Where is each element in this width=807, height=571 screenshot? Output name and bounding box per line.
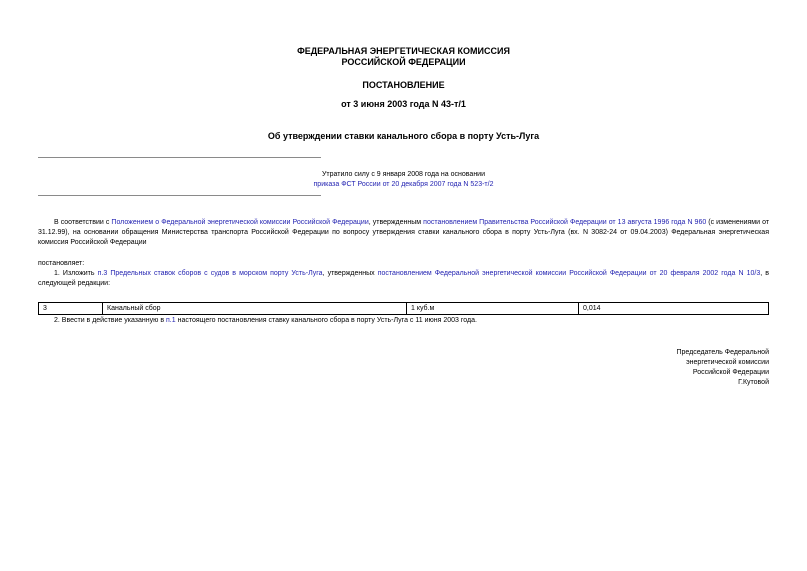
preamble-paragraph	[38, 218, 769, 248]
table-row	[39, 303, 769, 315]
fek-decree-link[interactable]: постановлением Федеральной энергетической комиссии Российской Федерации от 20 февраля 2002 года N 10/3	[377, 270, 761, 277]
status-link-line	[0, 180, 807, 190]
issuer-name-line1: ФЕДЕРАЛЬНАЯ ЭНЕРГЕТИЧЕСКАЯ КОМИССИЯ	[297, 46, 510, 56]
signature-line-3: Российской Федерации	[692, 369, 769, 376]
status-text: Утратило силу с 9 января 2008 года на основании	[321, 171, 486, 178]
preamble-text-2: , утвержденным	[368, 219, 424, 226]
signer-name: Г.Кутовой	[738, 379, 769, 386]
item-1-text-1: 1. Изложить	[54, 270, 98, 277]
signature-line-1: Председатель Федеральной	[676, 349, 769, 356]
item-2-paragraph	[38, 316, 769, 326]
rates-table	[38, 302, 769, 315]
table-cell-rate: 0,014	[579, 303, 769, 315]
document-date-number: от 3 июня 2003 года N 43-т/1	[341, 99, 466, 109]
item-2-text-1: 2. Ввести в действие указанную в	[54, 317, 166, 324]
resolves-text: постановляет:	[38, 260, 85, 267]
item-1-paragraph	[38, 269, 769, 289]
divider-top	[38, 157, 321, 158]
table-cell-fee-name: Канальный сбор	[103, 303, 407, 315]
item-1-reference-link[interactable]: п.1	[166, 317, 176, 324]
divider-bottom	[38, 195, 321, 196]
item-1-text-2: , утвержденных	[322, 270, 378, 277]
table-cell-unit: 1 куб.м	[407, 303, 579, 315]
signature-line-2: энергетической комиссии	[686, 359, 769, 366]
repeal-order-link[interactable]: приказа ФСТ России от 20 декабря 2007 года N 523-т/2	[313, 181, 494, 188]
issuer-name-line2: РОССИЙСКОЙ ФЕДЕРАЦИИ	[341, 57, 466, 67]
item-2-text-2: настоящего постановления ставку канального сбора в порту Усть-Луга с 11 июня 2003 года.	[175, 317, 477, 324]
document-subject: Об утверждении ставки канального сбора в порту Усть-Луга	[267, 131, 540, 141]
document-type: ПОСТАНОВЛЕНИЕ	[362, 80, 445, 90]
government-decree-link[interactable]: постановлением Правительства Российской Федерации от 13 августа 1996 года N 960	[423, 219, 707, 226]
table-cell-item-number: 3	[39, 303, 103, 315]
port-rates-item-link[interactable]: п.3 Предельных ставок сборов с судов в морском порту Усть-Луга	[97, 270, 323, 277]
fek-regulation-link[interactable]: Положением о Федеральной энергетической комиссии Российской Федерации	[111, 219, 369, 226]
signature-block	[676, 348, 769, 388]
preamble-text-3: (с изменениями от 31.12.99), на основании обращения Министерства транспорта Российской Федерации по вопросу утверждения ставки канального сбора в порту Усть-Луга (вх. N 3082-24 от 09.04.2003) Федеральная энергетическая комиссия Российской Федерации	[38, 219, 770, 246]
preamble-text-1: В соответствии с	[54, 219, 112, 226]
item-1-text-3: , в следующей редакции:	[38, 270, 770, 287]
